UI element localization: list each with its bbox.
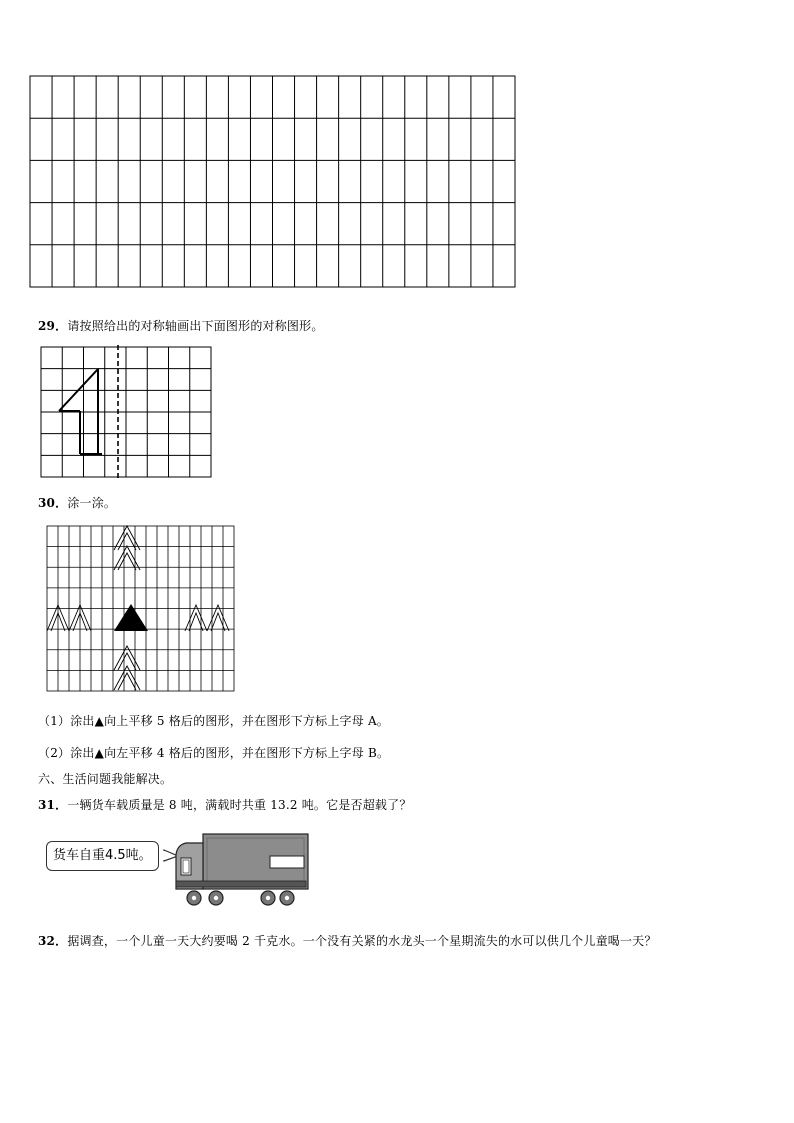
q29-text: 请按照给出的对称轴画出下面图形的对称图形。 (67, 319, 324, 333)
q31-speech-bubble: 货车自重4.5吨。 (46, 841, 159, 871)
q30-number: 30． (38, 496, 68, 510)
q30-text: 涂一涂。 (67, 496, 117, 510)
q30-sub1: （1）涂出▲向上平移 5 格后的图形，并在图形下方标上字母 A。 (38, 714, 390, 728)
q32-title (38, 932, 657, 949)
q32-number: 32． (38, 934, 68, 948)
section6-title: 六、生活问题我能解决。 (38, 772, 173, 786)
truck-label-plate (270, 856, 304, 868)
q31-text: 一辆货车载质量是 8 吨，满载时共重 13.2 吨。它是否超载了？ (67, 798, 412, 812)
q30-sub2: （2）涂出▲向左平移 4 格后的图形，并在图形下方标上字母 B。 (38, 746, 390, 760)
q32-text: 据调查，一个儿童一天大约要喝 2 千克水。一个没有关紧的水龙头一个星期流失的水可以供几个儿童喝一天？ (67, 934, 657, 948)
truck-wheels (187, 891, 294, 905)
q29-number: 29． (38, 319, 68, 333)
q31-number: 31． (38, 798, 68, 812)
